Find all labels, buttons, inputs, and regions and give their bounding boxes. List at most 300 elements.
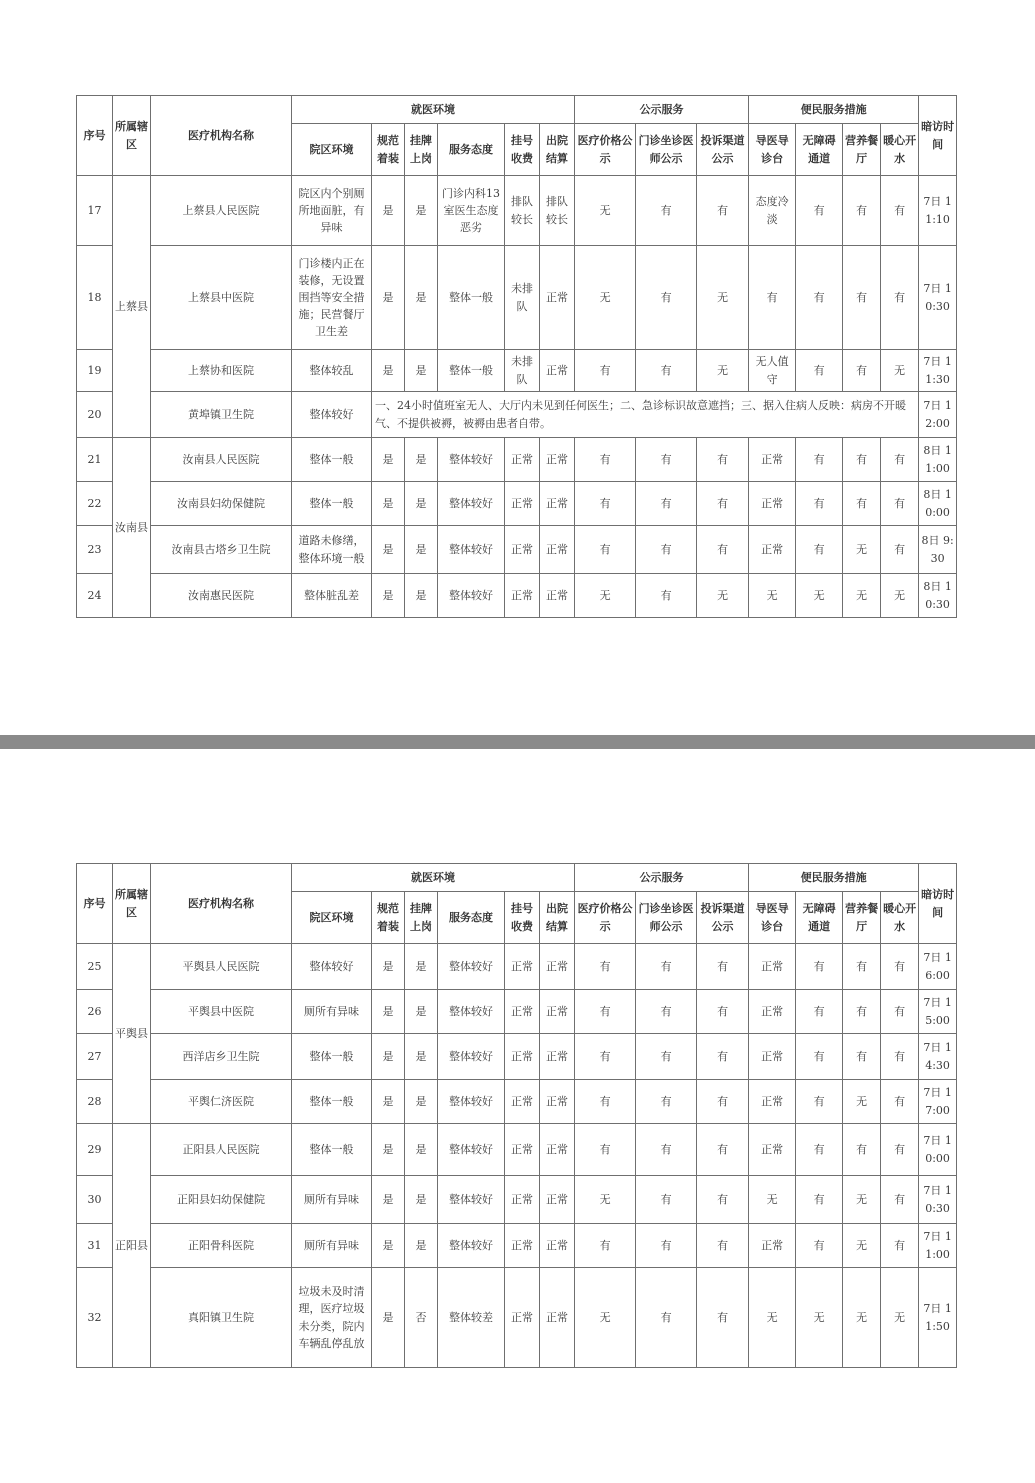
cell-complaint-public: 有 [697, 176, 749, 246]
cell-hot-water: 无 [881, 574, 919, 618]
cell-county: 平舆县 [113, 944, 151, 1124]
table-row [77, 526, 957, 574]
cell-doctor-public: 有 [636, 246, 697, 350]
header-sub: 规范着装 [372, 892, 405, 944]
cell-price-public: 无 [575, 1268, 636, 1368]
cell-accessible-path: 有 [796, 526, 843, 574]
cell-accessible-path: 有 [796, 944, 843, 990]
cell-hot-water: 有 [881, 1224, 919, 1268]
header-sub: 导医导诊台 [749, 124, 796, 176]
cell-discharge: 正常 [540, 526, 575, 574]
cell-price-public: 有 [575, 1124, 636, 1176]
cell-seq: 30 [77, 1176, 113, 1224]
cell-discharge: 正常 [540, 482, 575, 526]
header-visit-time: 暗访时间 [919, 96, 957, 176]
cell-canteen: 无 [843, 1268, 881, 1368]
header-sub: 出院结算 [540, 892, 575, 944]
cell-complaint-public: 无 [697, 350, 749, 392]
cell-visit-time: 7日 10:30 [919, 1176, 957, 1224]
cell-service-attitude: 整体较好 [438, 526, 505, 574]
cell-hot-water: 有 [881, 526, 919, 574]
cell-badge: 是 [405, 944, 438, 990]
cell-accessible-path: 有 [796, 1034, 843, 1080]
cell-visit-time: 7日 10:00 [919, 1124, 957, 1176]
cell-badge: 是 [405, 482, 438, 526]
header-group-service: 便民服务措施 [749, 864, 919, 892]
table-row [77, 944, 957, 990]
cell-environment: 整体脏乱差 [292, 574, 372, 618]
cell-visit-time: 7日 11:50 [919, 1268, 957, 1368]
cell-visit-time: 8日 10:00 [919, 482, 957, 526]
cell-complaint-public: 有 [697, 1124, 749, 1176]
cell-accessible-path: 无 [796, 1268, 843, 1368]
cell-badge: 是 [405, 246, 438, 350]
table-row [77, 350, 957, 392]
cell-seq: 32 [77, 1268, 113, 1368]
cell-complaint-public: 有 [697, 990, 749, 1034]
cell-environment: 整体一般 [292, 1124, 372, 1176]
table-row [77, 1080, 957, 1124]
cell-hot-water: 有 [881, 1176, 919, 1224]
cell-price-public: 无 [575, 1176, 636, 1224]
cell-badge: 是 [405, 438, 438, 482]
cell-discharge: 正常 [540, 944, 575, 990]
table-row [77, 482, 957, 526]
cell-guide-desk: 正常 [749, 990, 796, 1034]
cell-canteen: 有 [843, 1034, 881, 1080]
cell-service-attitude: 整体较差 [438, 1268, 505, 1368]
cell-dress-code: 是 [372, 246, 405, 350]
header-sub: 暖心开水 [881, 892, 919, 944]
cell-seq: 18 [77, 246, 113, 350]
cell-dress-code: 是 [372, 526, 405, 574]
cell-doctor-public: 有 [636, 526, 697, 574]
cell-registration: 正常 [505, 1124, 540, 1176]
cell-visit-time: 7日 12:00 [919, 392, 957, 438]
cell-guide-desk: 正常 [749, 1124, 796, 1176]
cell-price-public: 有 [575, 1080, 636, 1124]
header-sub: 服务态度 [438, 124, 505, 176]
table-row [77, 574, 957, 618]
cell-environment: 整体一般 [292, 1034, 372, 1080]
cell-badge: 是 [405, 526, 438, 574]
cell-seq: 23 [77, 526, 113, 574]
cell-institution-name: 西洋店乡卫生院 [151, 1034, 292, 1080]
cell-canteen: 有 [843, 944, 881, 990]
header-sub: 规范着装 [372, 124, 405, 176]
cell-accessible-path: 有 [796, 1124, 843, 1176]
cell-service-attitude: 整体较好 [438, 1176, 505, 1224]
cell-discharge: 正常 [540, 574, 575, 618]
cell-visit-time: 8日 10:30 [919, 574, 957, 618]
cell-canteen: 无 [843, 1176, 881, 1224]
cell-registration: 正常 [505, 438, 540, 482]
cell-seq: 28 [77, 1080, 113, 1124]
cell-canteen: 有 [843, 482, 881, 526]
page-divider [0, 735, 1035, 749]
cell-badge: 是 [405, 574, 438, 618]
cell-hot-water: 有 [881, 176, 919, 246]
cell-seq: 19 [77, 350, 113, 392]
cell-environment: 门诊楼内正在装修，无设置围挡等安全措施；民营餐厅卫生差 [292, 246, 372, 350]
cell-hot-water: 有 [881, 482, 919, 526]
cell-environment: 厕所有异味 [292, 1176, 372, 1224]
cell-environment: 道路未修缮，整体环境一般 [292, 526, 372, 574]
cell-price-public: 无 [575, 574, 636, 618]
cell-price-public: 有 [575, 526, 636, 574]
cell-dress-code: 是 [372, 1224, 405, 1268]
cell-discharge: 正常 [540, 1034, 575, 1080]
cell-badge: 是 [405, 1080, 438, 1124]
cell-dress-code: 是 [372, 944, 405, 990]
cell-institution-name: 汝南县古塔乡卫生院 [151, 526, 292, 574]
cell-registration: 排队较长 [505, 176, 540, 246]
cell-badge: 是 [405, 1224, 438, 1268]
cell-environment: 整体较乱 [292, 350, 372, 392]
cell-visit-time: 7日 10:30 [919, 246, 957, 350]
cell-discharge: 正常 [540, 438, 575, 482]
cell-note: 一、24小时值班室无人、大厅内未见到任何医生；二、急诊标识故意遮挡；三、据入住病人反映：病房不开暖气、不提供被褥，被褥由患者自带。 [372, 392, 919, 438]
header-sub: 营养餐厅 [843, 124, 881, 176]
cell-complaint-public: 有 [697, 526, 749, 574]
cell-service-attitude: 整体较好 [438, 990, 505, 1034]
cell-guide-desk: 无 [749, 574, 796, 618]
table-row [77, 1224, 957, 1268]
header-group-env: 就医环境 [292, 96, 575, 124]
cell-guide-desk: 正常 [749, 944, 796, 990]
cell-accessible-path: 有 [796, 482, 843, 526]
cell-complaint-public: 有 [697, 1176, 749, 1224]
cell-registration: 正常 [505, 1034, 540, 1080]
cell-discharge: 正常 [540, 1224, 575, 1268]
cell-environment: 整体一般 [292, 438, 372, 482]
header-sub: 出院结算 [540, 124, 575, 176]
cell-guide-desk: 正常 [749, 438, 796, 482]
cell-canteen: 无 [843, 526, 881, 574]
header-name: 医疗机构名称 [151, 864, 292, 944]
cell-seq: 22 [77, 482, 113, 526]
inspection-table-1 [76, 95, 957, 618]
cell-county: 上蔡县 [113, 176, 151, 438]
cell-hot-water: 无 [881, 1268, 919, 1368]
cell-doctor-public: 有 [636, 350, 697, 392]
cell-guide-desk: 正常 [749, 482, 796, 526]
cell-canteen: 无 [843, 1080, 881, 1124]
cell-dress-code: 是 [372, 176, 405, 246]
cell-discharge: 排队较长 [540, 176, 575, 246]
header-sub: 服务态度 [438, 892, 505, 944]
cell-visit-time: 8日 11:00 [919, 438, 957, 482]
cell-registration: 未排队 [505, 350, 540, 392]
cell-price-public: 无 [575, 176, 636, 246]
cell-dress-code: 是 [372, 1268, 405, 1368]
cell-complaint-public: 有 [697, 1224, 749, 1268]
cell-institution-name: 平舆县中医院 [151, 990, 292, 1034]
header-seq: 序号 [77, 96, 113, 176]
cell-doctor-public: 有 [636, 438, 697, 482]
cell-service-attitude: 整体较好 [438, 482, 505, 526]
cell-complaint-public: 有 [697, 1268, 749, 1368]
cell-service-attitude: 整体较好 [438, 1080, 505, 1124]
cell-registration: 正常 [505, 1176, 540, 1224]
table-row [77, 392, 957, 438]
cell-environment: 整体一般 [292, 482, 372, 526]
cell-guide-desk: 正常 [749, 526, 796, 574]
cell-seq: 31 [77, 1224, 113, 1268]
cell-environment: 垃圾未及时清理，医疗垃圾未分类，院内车辆乱停乱放 [292, 1268, 372, 1368]
cell-environment: 院区内个别厕所地面脏，有异味 [292, 176, 372, 246]
cell-seq: 27 [77, 1034, 113, 1080]
cell-hot-water: 有 [881, 1080, 919, 1124]
cell-institution-name: 正阳县人民医院 [151, 1124, 292, 1176]
cell-badge: 是 [405, 990, 438, 1034]
cell-seq: 17 [77, 176, 113, 246]
header-sub: 投诉渠道公示 [697, 124, 749, 176]
cell-canteen: 有 [843, 176, 881, 246]
header-county: 所属辖区 [113, 864, 151, 944]
header-sub: 医疗价格公示 [575, 124, 636, 176]
cell-service-attitude: 整体较好 [438, 574, 505, 618]
header-sub: 无障碍通道 [796, 124, 843, 176]
cell-hot-water: 有 [881, 438, 919, 482]
cell-discharge: 正常 [540, 246, 575, 350]
cell-doctor-public: 有 [636, 990, 697, 1034]
cell-doctor-public: 有 [636, 944, 697, 990]
cell-county: 汝南县 [113, 438, 151, 618]
cell-visit-time: 8日 9:30 [919, 526, 957, 574]
table-row [77, 1124, 957, 1176]
cell-seq: 26 [77, 990, 113, 1034]
cell-price-public: 有 [575, 1034, 636, 1080]
cell-registration: 正常 [505, 1224, 540, 1268]
header-sub: 暖心开水 [881, 124, 919, 176]
cell-seq: 24 [77, 574, 113, 618]
cell-badge: 是 [405, 1124, 438, 1176]
header-group-service: 便民服务措施 [749, 96, 919, 124]
cell-registration: 正常 [505, 944, 540, 990]
cell-institution-name: 真阳镇卫生院 [151, 1268, 292, 1368]
cell-environment: 整体一般 [292, 1080, 372, 1124]
cell-seq: 25 [77, 944, 113, 990]
table-row [77, 176, 957, 246]
cell-institution-name: 汝南县妇幼保健院 [151, 482, 292, 526]
cell-doctor-public: 有 [636, 1176, 697, 1224]
cell-accessible-path: 有 [796, 990, 843, 1034]
cell-institution-name: 汝南惠民医院 [151, 574, 292, 618]
cell-doctor-public: 有 [636, 482, 697, 526]
cell-badge: 是 [405, 176, 438, 246]
cell-dress-code: 是 [372, 1080, 405, 1124]
cell-institution-name: 上蔡协和医院 [151, 350, 292, 392]
cell-accessible-path: 无 [796, 574, 843, 618]
cell-institution-name: 正阳县妇幼保健院 [151, 1176, 292, 1224]
cell-doctor-public: 有 [636, 1080, 697, 1124]
cell-price-public: 有 [575, 438, 636, 482]
cell-complaint-public: 有 [697, 482, 749, 526]
cell-county: 正阳县 [113, 1124, 151, 1368]
cell-accessible-path: 有 [796, 176, 843, 246]
cell-service-attitude: 整体一般 [438, 246, 505, 350]
cell-hot-water: 有 [881, 944, 919, 990]
cell-accessible-path: 有 [796, 350, 843, 392]
cell-hot-water: 有 [881, 990, 919, 1034]
table-row [77, 438, 957, 482]
table-row [77, 1268, 957, 1368]
cell-price-public: 有 [575, 944, 636, 990]
cell-complaint-public: 有 [697, 1034, 749, 1080]
cell-dress-code: 是 [372, 990, 405, 1034]
table-body-1 [77, 176, 957, 618]
cell-accessible-path: 有 [796, 1176, 843, 1224]
cell-doctor-public: 有 [636, 1224, 697, 1268]
header-sub: 院区环境 [292, 892, 372, 944]
page-1 [0, 0, 1035, 735]
cell-dress-code: 是 [372, 350, 405, 392]
cell-complaint-public: 有 [697, 944, 749, 990]
inspection-table-2 [76, 863, 957, 1368]
cell-guide-desk: 无 [749, 1176, 796, 1224]
header-sub: 挂号收费 [505, 892, 540, 944]
cell-doctor-public: 有 [636, 1124, 697, 1176]
cell-institution-name: 上蔡县人民医院 [151, 176, 292, 246]
table-row [77, 1034, 957, 1080]
cell-institution-name: 汝南县人民医院 [151, 438, 292, 482]
cell-visit-time: 7日 11:00 [919, 1224, 957, 1268]
cell-discharge: 正常 [540, 1268, 575, 1368]
cell-dress-code: 是 [372, 482, 405, 526]
cell-guide-desk: 正常 [749, 1080, 796, 1124]
cell-canteen: 有 [843, 438, 881, 482]
cell-badge: 是 [405, 1176, 438, 1224]
table-row [77, 1176, 957, 1224]
cell-service-attitude: 整体较好 [438, 1124, 505, 1176]
cell-registration: 正常 [505, 990, 540, 1034]
cell-visit-time: 7日 11:30 [919, 350, 957, 392]
header-sub: 院区环境 [292, 124, 372, 176]
cell-institution-name: 上蔡县中医院 [151, 246, 292, 350]
cell-hot-water: 有 [881, 1034, 919, 1080]
cell-service-attitude: 整体较好 [438, 944, 505, 990]
cell-discharge: 正常 [540, 990, 575, 1034]
cell-environment: 厕所有异味 [292, 990, 372, 1034]
header-group-public: 公示服务 [575, 96, 749, 124]
table-row [77, 246, 957, 350]
cell-registration: 正常 [505, 1080, 540, 1124]
cell-dress-code: 是 [372, 1176, 405, 1224]
cell-badge: 否 [405, 1268, 438, 1368]
cell-doctor-public: 有 [636, 1268, 697, 1368]
cell-visit-time: 7日 14:30 [919, 1034, 957, 1080]
cell-seq: 29 [77, 1124, 113, 1176]
header-sub: 医疗价格公示 [575, 892, 636, 944]
cell-discharge: 正常 [540, 1124, 575, 1176]
cell-guide-desk: 无人值守 [749, 350, 796, 392]
header-row-groups [77, 96, 957, 124]
cell-badge: 是 [405, 350, 438, 392]
header-sub: 门诊坐诊医师公示 [636, 892, 697, 944]
cell-hot-water: 有 [881, 246, 919, 350]
cell-doctor-public: 有 [636, 574, 697, 618]
cell-service-attitude: 整体较好 [438, 438, 505, 482]
cell-complaint-public: 有 [697, 1080, 749, 1124]
cell-canteen: 无 [843, 574, 881, 618]
header-sub: 导医导诊台 [749, 892, 796, 944]
cell-environment: 整体较好 [292, 392, 372, 438]
header-sub: 挂牌上岗 [405, 892, 438, 944]
cell-hot-water: 有 [881, 1124, 919, 1176]
cell-institution-name: 黄埠镇卫生院 [151, 392, 292, 438]
page-2 [0, 749, 1035, 1483]
cell-price-public: 有 [575, 482, 636, 526]
cell-canteen: 有 [843, 246, 881, 350]
header-group-public: 公示服务 [575, 864, 749, 892]
cell-canteen: 无 [843, 1224, 881, 1268]
cell-guide-desk: 无 [749, 1268, 796, 1368]
cell-institution-name: 正阳骨科医院 [151, 1224, 292, 1268]
cell-canteen: 有 [843, 1124, 881, 1176]
header-seq: 序号 [77, 864, 113, 944]
cell-guide-desk: 正常 [749, 1224, 796, 1268]
cell-registration: 正常 [505, 1268, 540, 1368]
header-sub: 挂号收费 [505, 124, 540, 176]
cell-price-public: 有 [575, 990, 636, 1034]
cell-price-public: 无 [575, 246, 636, 350]
header-sub: 投诉渠道公示 [697, 892, 749, 944]
cell-seq: 20 [77, 392, 113, 438]
table-row [77, 990, 957, 1034]
header-sub: 挂牌上岗 [405, 124, 438, 176]
cell-badge: 是 [405, 1034, 438, 1080]
cell-dress-code: 是 [372, 1124, 405, 1176]
header-name: 医疗机构名称 [151, 96, 292, 176]
cell-doctor-public: 有 [636, 176, 697, 246]
header-county: 所属辖区 [113, 96, 151, 176]
cell-visit-time: 7日 11:10 [919, 176, 957, 246]
header-sub: 营养餐厅 [843, 892, 881, 944]
cell-seq: 21 [77, 438, 113, 482]
cell-registration: 正常 [505, 482, 540, 526]
cell-service-attitude: 整体较好 [438, 1224, 505, 1268]
header-group-env: 就医环境 [292, 864, 575, 892]
cell-registration: 正常 [505, 574, 540, 618]
cell-canteen: 有 [843, 350, 881, 392]
cell-institution-name: 平舆仁济医院 [151, 1080, 292, 1124]
cell-accessible-path: 有 [796, 1224, 843, 1268]
cell-discharge: 正常 [540, 1176, 575, 1224]
cell-discharge: 正常 [540, 350, 575, 392]
cell-complaint-public: 有 [697, 438, 749, 482]
cell-complaint-public: 无 [697, 574, 749, 618]
cell-guide-desk: 有 [749, 246, 796, 350]
cell-service-attitude: 整体较好 [438, 1034, 505, 1080]
cell-accessible-path: 有 [796, 438, 843, 482]
cell-price-public: 有 [575, 350, 636, 392]
cell-environment: 厕所有异味 [292, 1224, 372, 1268]
cell-visit-time: 7日 17:00 [919, 1080, 957, 1124]
table-body-2 [77, 944, 957, 1368]
cell-accessible-path: 有 [796, 246, 843, 350]
cell-visit-time: 7日 16:00 [919, 944, 957, 990]
cell-price-public: 有 [575, 1224, 636, 1268]
cell-service-attitude: 整体一般 [438, 350, 505, 392]
cell-canteen: 有 [843, 990, 881, 1034]
cell-doctor-public: 有 [636, 1034, 697, 1080]
cell-institution-name: 平舆县人民医院 [151, 944, 292, 990]
header-visit-time: 暗访时间 [919, 864, 957, 944]
header-sub: 无障碍通道 [796, 892, 843, 944]
header-sub: 门诊坐诊医师公示 [636, 124, 697, 176]
cell-registration: 正常 [505, 526, 540, 574]
